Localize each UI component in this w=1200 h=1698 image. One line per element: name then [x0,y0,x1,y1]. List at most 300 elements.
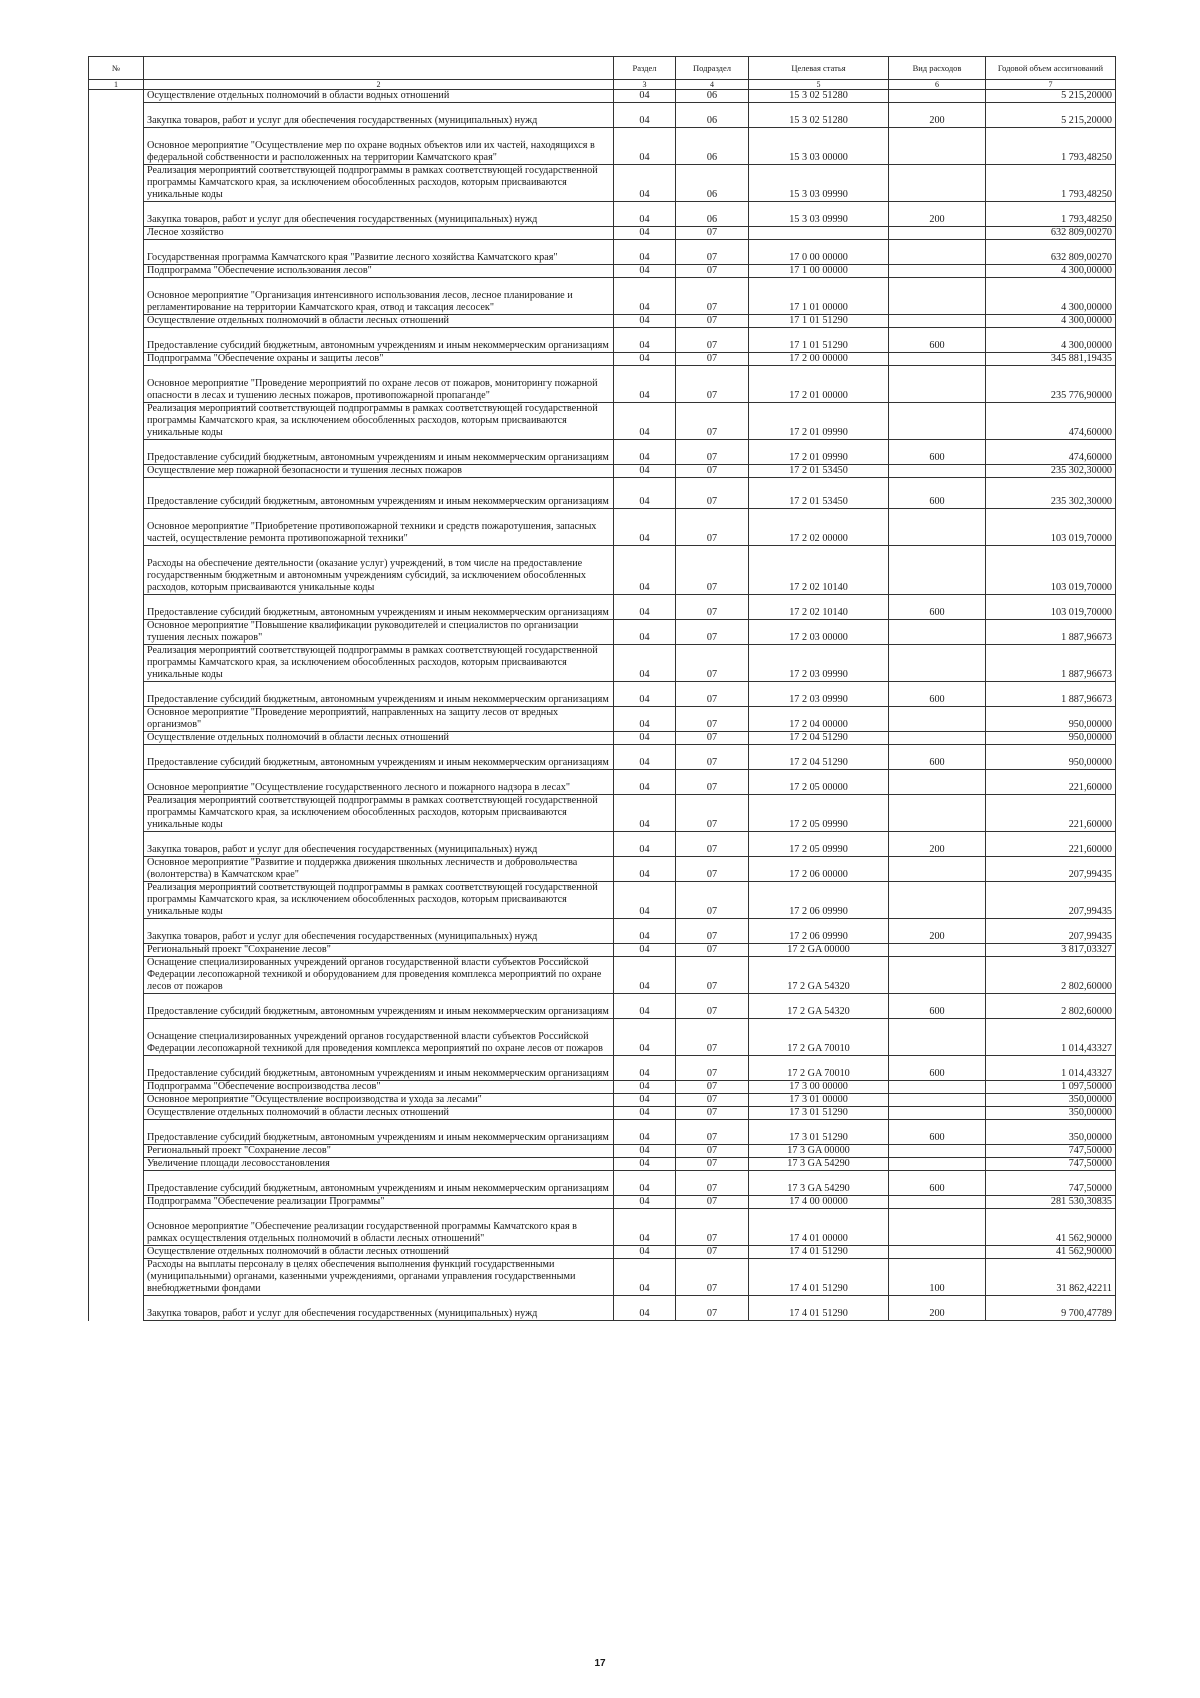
header-podrazdel: Подраздел [676,57,749,80]
table-row [89,165,1116,202]
page-number: 17 [594,1658,606,1669]
row-razdel: 04 [614,682,676,707]
row-expense-type: 200 [889,832,986,857]
row-target-article: 15 3 02 51280 [749,103,889,128]
row-razdel: 04 [614,90,676,103]
row-expense-type: 200 [889,202,986,227]
row-name: Реализация мероприятий соответствующей подпрограммы в рамках соответствующей государственной программы Камчатского края, за исключением обособленных расходов, которым присваиваются уникальные коды [144,795,614,832]
row-annual-volume: 1 097,50000 [986,1081,1116,1094]
row-razdel: 04 [614,1196,676,1209]
row-razdel: 04 [614,440,676,465]
row-annual-volume: 4 300,00000 [986,265,1116,278]
row-podrazdel: 07 [676,440,749,465]
row-razdel: 04 [614,353,676,366]
row-podrazdel: 06 [676,103,749,128]
row-podrazdel: 07 [676,227,749,240]
row-name: Подпрограмма "Обеспечение воспроизводства лесов" [144,1081,614,1094]
table-row [89,1259,1116,1296]
row-expense-type [889,1158,986,1171]
row-number-cell [89,857,144,882]
row-podrazdel: 07 [676,832,749,857]
row-annual-volume: 2 802,60000 [986,957,1116,994]
row-razdel: 04 [614,403,676,440]
row-name: Региональный проект "Сохранение лесов" [144,944,614,957]
row-expense-type [889,366,986,403]
table-row [89,1019,1116,1056]
row-annual-volume: 474,60000 [986,440,1116,465]
row-annual-volume: 235 776,90000 [986,366,1116,403]
row-name: Лесное хозяйство [144,227,614,240]
table-header [89,57,1116,90]
row-podrazdel: 07 [676,795,749,832]
row-annual-volume: 1 014,43327 [986,1019,1116,1056]
row-number-cell [89,1120,144,1145]
row-name: Государственная программа Камчатского края "Развитие лесного хозяйства Камчатского края" [144,240,614,265]
row-number-cell [89,1246,144,1259]
row-podrazdel: 07 [676,919,749,944]
row-annual-volume: 1 793,48250 [986,202,1116,227]
row-name: Основное мероприятие "Осуществление государственного лесного и пожарного надзора в лесах" [144,770,614,795]
row-razdel: 04 [614,1246,676,1259]
row-podrazdel: 07 [676,478,749,509]
row-number-cell [89,1158,144,1171]
row-annual-volume: 103 019,70000 [986,595,1116,620]
row-razdel: 04 [614,1296,676,1321]
table-row [89,732,1116,745]
row-target-article: 17 2 06 00000 [749,857,889,882]
table-row [89,795,1116,832]
row-name: Предоставление субсидий бюджетным, автономным учреждениям и иным некоммерческим организациям [144,745,614,770]
row-number-cell [89,353,144,366]
row-podrazdel: 07 [676,994,749,1019]
row-target-article: 17 2 05 09990 [749,795,889,832]
row-expense-type [889,315,986,328]
table-row [89,315,1116,328]
row-annual-volume: 103 019,70000 [986,509,1116,546]
row-annual-volume: 9 700,47789 [986,1296,1116,1321]
row-podrazdel: 07 [676,1019,749,1056]
row-name: Основное мероприятие "Организация интенсивного использования лесов, лесное планирование и регламентирование на территории Камчатского края, отвод и таксация лесосек" [144,278,614,315]
row-target-article: 17 1 01 00000 [749,278,889,315]
row-razdel: 04 [614,1056,676,1081]
row-annual-volume: 207,99435 [986,919,1116,944]
row-expense-type [889,353,986,366]
row-razdel: 04 [614,546,676,595]
row-number-cell [89,732,144,745]
row-name: Основное мероприятие "Развитие и поддержка движения школьных лесничеств и добровольчества (волонтерства) в Камчатском крае" [144,857,614,882]
row-razdel: 04 [614,595,676,620]
row-target-article: 17 4 00 00000 [749,1196,889,1209]
row-number-cell [89,919,144,944]
header-number: № [89,57,144,80]
table-row [89,1056,1116,1081]
header-numbering-row [89,80,1116,90]
row-number-cell [89,994,144,1019]
row-expense-type [889,795,986,832]
row-number-cell [89,403,144,440]
row-razdel: 04 [614,1259,676,1296]
row-target-article: 15 3 03 00000 [749,128,889,165]
row-razdel: 04 [614,882,676,919]
row-target-article: 17 0 00 00000 [749,240,889,265]
row-razdel: 04 [614,919,676,944]
row-number-cell [89,366,144,403]
row-number-cell [89,227,144,240]
row-number-cell [89,620,144,645]
row-number-cell [89,645,144,682]
row-name: Закупка товаров, работ и услуг для обеспечения государственных (муниципальных) нужд [144,832,614,857]
row-target-article: 17 2 04 51290 [749,732,889,745]
row-expense-type [889,1246,986,1259]
table-row [89,1120,1116,1145]
row-podrazdel: 06 [676,90,749,103]
table-row [89,1158,1116,1171]
row-annual-volume: 4 300,00000 [986,328,1116,353]
row-number-cell [89,103,144,128]
table-row [89,328,1116,353]
row-target-article: 17 2 GA 70010 [749,1056,889,1081]
row-number-cell [89,1296,144,1321]
row-expense-type [889,546,986,595]
table-row [89,1196,1116,1209]
table-row [89,546,1116,595]
row-expense-type [889,1019,986,1056]
row-expense-type: 600 [889,440,986,465]
table-row [89,745,1116,770]
row-podrazdel: 07 [676,265,749,278]
row-razdel: 04 [614,328,676,353]
row-razdel: 04 [614,509,676,546]
row-target-article: 17 2 05 09990 [749,832,889,857]
row-target-article: 17 2 GA 54320 [749,994,889,1019]
row-razdel: 04 [614,857,676,882]
row-podrazdel: 07 [676,509,749,546]
row-number-cell [89,278,144,315]
row-number-cell [89,1145,144,1158]
row-razdel: 04 [614,1081,676,1094]
row-annual-volume: 103 019,70000 [986,546,1116,595]
row-annual-volume: 350,00000 [986,1120,1116,1145]
row-target-article: 17 3 01 51290 [749,1107,889,1120]
row-annual-volume: 1 793,48250 [986,128,1116,165]
row-podrazdel: 07 [676,682,749,707]
row-target-article: 17 2 01 53450 [749,478,889,509]
row-number-cell [89,240,144,265]
row-name: Реализация мероприятий соответствующей подпрограммы в рамках соответствующей государственной программы Камчатского края, за исключением обособленных расходов, которым присваиваются уникальные коды [144,645,614,682]
table-row [89,90,1116,103]
row-name: Предоставление субсидий бюджетным, автономным учреждениям и иным некоммерческим организациям [144,595,614,620]
row-name: Оснащение специализированных учреждений органов государственной власти субъектов Российской Федерации лесопожарной техникой для проведения комплекса мероприятий по охране лесов от пожаров [144,1019,614,1056]
row-podrazdel: 07 [676,1196,749,1209]
table-row [89,595,1116,620]
table-row [89,278,1116,315]
row-name: Закупка товаров, работ и услуг для обеспечения государственных (муниципальных) нужд [144,919,614,944]
row-name: Предоставление субсидий бюджетным, автономным учреждениям и иным некоммерческим организациям [144,1171,614,1196]
row-annual-volume: 31 862,42211 [986,1259,1116,1296]
header-expense-type: Вид расходов [889,57,986,80]
table-row [89,1171,1116,1196]
row-name: Реализация мероприятий соответствующей подпрограммы в рамках соответствующей государственной программы Камчатского края, за исключением обособленных расходов, которым присваиваются уникальные коды [144,882,614,919]
row-annual-volume: 4 300,00000 [986,278,1116,315]
row-podrazdel: 07 [676,882,749,919]
row-annual-volume: 632 809,00270 [986,227,1116,240]
row-annual-volume: 235 302,30000 [986,478,1116,509]
row-name: Осуществление отдельных полномочий в области лесных отношений [144,1246,614,1259]
header-name [144,57,614,80]
row-target-article: 15 3 02 51280 [749,90,889,103]
row-expense-type [889,240,986,265]
header-razdel: Раздел [614,57,676,80]
row-annual-volume: 950,00000 [986,707,1116,732]
row-expense-type [889,278,986,315]
row-target-article: 17 2 04 51290 [749,745,889,770]
row-razdel: 04 [614,478,676,509]
row-target-article: 17 2 02 10140 [749,595,889,620]
row-number-cell [89,1171,144,1196]
row-number-cell [89,90,144,103]
row-podrazdel: 07 [676,1246,749,1259]
row-target-article: 17 2 05 00000 [749,770,889,795]
table-row [89,857,1116,882]
row-number-cell [89,1019,144,1056]
row-expense-type [889,1209,986,1246]
row-name: Подпрограмма "Обеспечение реализации Программы" [144,1196,614,1209]
row-expense-type [889,957,986,994]
row-number-cell [89,509,144,546]
row-annual-volume: 1 887,96673 [986,620,1116,645]
row-number-cell [89,546,144,595]
row-target-article: 17 3 00 00000 [749,1081,889,1094]
row-number-cell [89,882,144,919]
row-name: Основное мероприятие "Приобретение противопожарной техники и средств пожаротушения, запасных частей, осуществление ремонта противопожарной техники" [144,509,614,546]
row-annual-volume: 207,99435 [986,857,1116,882]
row-annual-volume: 4 300,00000 [986,315,1116,328]
table-row [89,957,1116,994]
row-name: Предоставление субсидий бюджетным, автономным учреждениям и иным некоммерческим организациям [144,440,614,465]
row-number-cell [89,1094,144,1107]
row-podrazdel: 07 [676,1145,749,1158]
row-number-cell [89,682,144,707]
row-expense-type [889,882,986,919]
row-number-cell [89,1259,144,1296]
row-razdel: 04 [614,994,676,1019]
row-name: Предоставление субсидий бюджетным, автономным учреждениям и иным некоммерческим организациям [144,682,614,707]
row-name: Осуществление отдельных полномочий в области лесных отношений [144,732,614,745]
row-number-cell [89,745,144,770]
row-target-article: 17 3 GA 54290 [749,1171,889,1196]
row-target-article: 17 2 03 09990 [749,645,889,682]
table-row [89,353,1116,366]
row-number-cell [89,315,144,328]
table-row [89,509,1116,546]
row-podrazdel: 06 [676,128,749,165]
row-target-article: 17 2 06 09990 [749,882,889,919]
header-num-1: 1 [89,80,144,90]
row-expense-type: 600 [889,1120,986,1145]
row-podrazdel: 07 [676,1158,749,1171]
table-body [89,90,1116,1321]
header-num-6: 6 [889,80,986,90]
table-row [89,1081,1116,1094]
table-row [89,128,1116,165]
row-annual-volume: 5 215,20000 [986,103,1116,128]
row-podrazdel: 07 [676,745,749,770]
row-podrazdel: 07 [676,957,749,994]
row-target-article: 17 3 GA 00000 [749,1145,889,1158]
row-razdel: 04 [614,315,676,328]
row-annual-volume: 474,60000 [986,403,1116,440]
row-target-article: 17 2 00 00000 [749,353,889,366]
row-name: Осуществление отдельных полномочий в области водных отношений [144,90,614,103]
row-razdel: 04 [614,832,676,857]
row-target-article: 17 4 01 51290 [749,1246,889,1259]
row-name: Предоставление субсидий бюджетным, автономным учреждениям и иным некоммерческим организациям [144,1120,614,1145]
row-annual-volume: 207,99435 [986,882,1116,919]
row-name: Региональный проект "Сохранение лесов" [144,1145,614,1158]
row-expense-type [889,1196,986,1209]
row-annual-volume: 1 014,43327 [986,1056,1116,1081]
row-razdel: 04 [614,128,676,165]
row-razdel: 04 [614,707,676,732]
row-expense-type [889,1107,986,1120]
row-name: Закупка товаров, работ и услуг для обеспечения государственных (муниципальных) нужд [144,1296,614,1321]
row-name: Расходы на обеспечение деятельности (оказание услуг) учреждений, в том числе на предоставление государственным бюджетным и автономным учреждениям субсидий, за исключением обособленных расходов, которым присваиваются уникальные коды [144,546,614,595]
row-annual-volume: 747,50000 [986,1171,1116,1196]
row-razdel: 04 [614,1209,676,1246]
row-podrazdel: 07 [676,645,749,682]
row-annual-volume: 2 802,60000 [986,994,1116,1019]
row-razdel: 04 [614,278,676,315]
budget-table-page [88,56,1115,1321]
row-expense-type: 600 [889,682,986,707]
row-name: Осуществление отдельных полномочий в области лесных отношений [144,315,614,328]
row-target-article: 15 3 03 09990 [749,165,889,202]
budget-allocation-table [88,56,1116,1321]
row-number-cell [89,957,144,994]
row-target-article: 17 3 01 51290 [749,1120,889,1145]
row-expense-type [889,265,986,278]
row-expense-type [889,944,986,957]
table-row [89,265,1116,278]
row-name: Закупка товаров, работ и услуг для обеспечения государственных (муниципальных) нужд [144,202,614,227]
row-expense-type: 200 [889,919,986,944]
row-razdel: 04 [614,1120,676,1145]
row-podrazdel: 07 [676,546,749,595]
row-expense-type [889,620,986,645]
row-podrazdel: 06 [676,202,749,227]
row-annual-volume: 41 562,90000 [986,1246,1116,1259]
row-podrazdel: 07 [676,366,749,403]
row-target-article: 17 2 03 09990 [749,682,889,707]
row-expense-type [889,707,986,732]
table-row [89,1094,1116,1107]
table-row [89,1246,1116,1259]
row-number-cell [89,795,144,832]
row-annual-volume: 1 793,48250 [986,165,1116,202]
row-annual-volume: 350,00000 [986,1107,1116,1120]
row-annual-volume: 221,60000 [986,795,1116,832]
table-row [89,202,1116,227]
row-number-cell [89,770,144,795]
row-name: Осуществление мер пожарной безопасности и тушения лесных пожаров [144,465,614,478]
row-target-article: 17 2 03 00000 [749,620,889,645]
row-expense-type [889,165,986,202]
row-annual-volume: 41 562,90000 [986,1209,1116,1246]
table-row [89,620,1116,645]
header-num-4: 4 [676,80,749,90]
table-row [89,478,1116,509]
row-podrazdel: 07 [676,315,749,328]
row-target-article: 17 2 02 10140 [749,546,889,595]
row-target-article: 17 1 01 51290 [749,315,889,328]
row-razdel: 04 [614,732,676,745]
row-annual-volume: 235 302,30000 [986,465,1116,478]
row-target-article: 17 2 01 09990 [749,403,889,440]
row-number-cell [89,328,144,353]
row-podrazdel: 07 [676,944,749,957]
table-row [89,1296,1116,1321]
row-name: Основное мероприятие "Проведение мероприятий, направленных на защиту лесов от вредных организмов" [144,707,614,732]
row-annual-volume: 5 215,20000 [986,90,1116,103]
row-expense-type [889,509,986,546]
header-target-article: Целевая статья [749,57,889,80]
row-target-article: 17 4 01 00000 [749,1209,889,1246]
row-name: Подпрограмма "Обеспечение охраны и защиты лесов" [144,353,614,366]
row-razdel: 04 [614,620,676,645]
row-name: Основное мероприятие "Проведение мероприятий по охране лесов от пожаров, мониторингу пожарной опасности в лесах и тушению лесных пожаров, противопожарной пропаганде" [144,366,614,403]
row-podrazdel: 07 [676,1056,749,1081]
table-row [89,682,1116,707]
row-podrazdel: 07 [676,595,749,620]
row-number-cell [89,465,144,478]
row-expense-type: 600 [889,478,986,509]
row-name: Основное мероприятие "Обеспечение реализации государственной программы Камчатского края в рамках осуществления отдельных полномочий в области лесных отношений" [144,1209,614,1246]
header-annual-volume: Годовой объем ассигнований [986,57,1116,80]
row-podrazdel: 07 [676,1296,749,1321]
row-number-cell [89,832,144,857]
row-name: Предоставление субсидий бюджетным, автономным учреждениям и иным некоммерческим организациям [144,478,614,509]
row-annual-volume: 747,50000 [986,1145,1116,1158]
row-podrazdel: 07 [676,1081,749,1094]
row-target-article: 17 2 01 53450 [749,465,889,478]
row-razdel: 04 [614,227,676,240]
row-podrazdel: 07 [676,328,749,353]
row-target-article: 17 3 01 00000 [749,1094,889,1107]
row-podrazdel: 07 [676,770,749,795]
row-target-article: 17 2 04 00000 [749,707,889,732]
row-annual-volume: 950,00000 [986,732,1116,745]
row-target-article: 17 2 01 00000 [749,366,889,403]
header-num-5: 5 [749,80,889,90]
row-number-cell [89,202,144,227]
row-expense-type [889,732,986,745]
row-target-article: 17 1 01 51290 [749,328,889,353]
row-podrazdel: 07 [676,1094,749,1107]
row-expense-type [889,645,986,682]
table-row [89,770,1116,795]
row-expense-type [889,770,986,795]
row-expense-type [889,1094,986,1107]
row-target-article: 17 4 01 51290 [749,1259,889,1296]
row-name: Расходы на выплаты персоналу в целях обеспечения выполнения функций государственными (муниципальными) органами, казенными учреждениями, органами управления государственными внебюджетными фондами [144,1259,614,1296]
row-number-cell [89,265,144,278]
row-podrazdel: 07 [676,353,749,366]
row-name: Реализация мероприятий соответствующей подпрограммы в рамках соответствующей государственной программы Камчатского края, за исключением обособленных расходов, которым присваиваются уникальные коды [144,165,614,202]
row-name: Основное мероприятие "Осуществление воспроизводства и ухода за лесами" [144,1094,614,1107]
row-podrazdel: 07 [676,403,749,440]
row-name: Предоставление субсидий бюджетным, автономным учреждениям и иным некоммерческим организациям [144,1056,614,1081]
row-annual-volume: 950,00000 [986,745,1116,770]
